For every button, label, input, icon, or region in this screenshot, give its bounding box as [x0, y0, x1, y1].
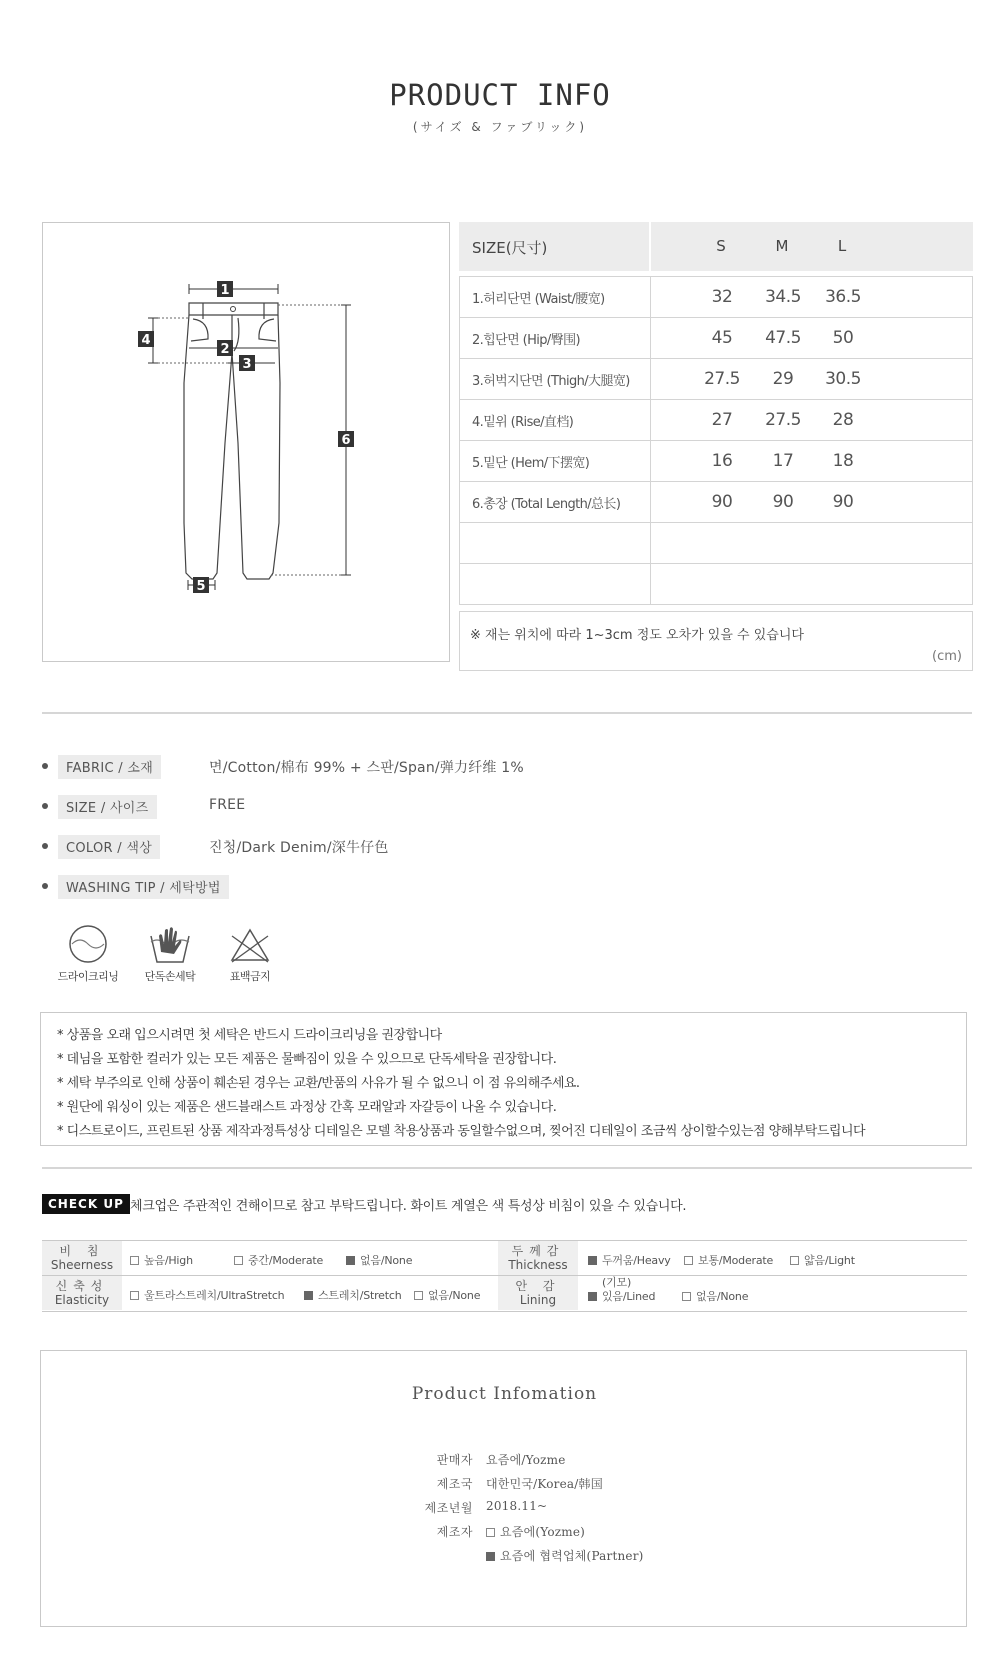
size-table-header	[459, 222, 973, 271]
measurement-note	[459, 611, 973, 671]
cell-m: 27.5	[765, 410, 801, 430]
checkup-text: 체크업은 주관적인 견해이므로 참고 부탁드립니다. 화이트 계열은 색 특성상 비침이 있을 수 있습니다.	[130, 1199, 687, 1214]
size-label: SIZE / 사이즈	[58, 795, 157, 819]
product-information-title: Product Infomation	[411, 1384, 598, 1404]
checkbox-checked-icon	[588, 1292, 597, 1301]
checkup-badge: CHECK UP	[42, 1194, 130, 1214]
country-value: 대한민국/Korea/韩国	[486, 1477, 603, 1491]
size-head-s: S	[716, 237, 726, 255]
checkbox-icon	[234, 1256, 243, 1265]
table-row-empty	[460, 523, 972, 564]
cell-l: 30.5	[825, 369, 861, 389]
thick-light-option: 얇음/Light	[790, 1252, 855, 1268]
marker-4-label: 4	[141, 333, 151, 348]
country-key: 제조국	[436, 1477, 473, 1491]
table-row	[460, 482, 972, 523]
cell-m: 47.5	[765, 328, 801, 348]
lining-head	[498, 1276, 578, 1310]
check-row	[42, 1241, 967, 1276]
checkbox-icon	[486, 1528, 495, 1537]
table-row	[460, 359, 972, 400]
thickness-en: Thickness	[508, 1258, 568, 1272]
marker-6-label: 6	[341, 433, 351, 448]
checkbox-checked-icon	[304, 1291, 313, 1300]
thickness-head	[498, 1241, 578, 1275]
checkbox-icon	[790, 1256, 799, 1265]
cell-s: 32	[711, 287, 733, 307]
notice-line: * 상품을 오래 입으시려면 첫 세탁은 반드시 드라이크리닝을 권장합니다	[57, 1028, 442, 1043]
elastic-stretch-option: 스트레치/Stretch	[304, 1287, 402, 1303]
spec-washing	[42, 875, 942, 897]
wash-bleach	[210, 922, 290, 984]
cell-l: 28	[832, 410, 854, 430]
checkbox-checked-icon	[486, 1552, 495, 1561]
row-label: 4.밑위 (Rise/直档)	[472, 415, 574, 430]
divider	[42, 712, 972, 714]
table-row	[460, 400, 972, 441]
fabric-label: FABRIC / 소재	[58, 755, 161, 779]
table-row	[460, 318, 972, 359]
color-label: COLOR / 색상	[58, 835, 160, 859]
dry-clean-icon	[66, 922, 110, 966]
bullet-icon	[42, 883, 48, 889]
notice-line: * 디스트로이드, 프린트된 상품 제작과정특성상 디테일은 모델 착용상품과 동일할수없으며, 찢어진 디테일이 조금씩 상이할수있는점 양해부탁드립니다	[57, 1124, 866, 1139]
sheerness-kr: 비 침	[59, 1244, 105, 1258]
color-value: 진청/Dark Denim/深牛仔色	[209, 840, 389, 856]
row-label: 1.허리단면 (Waist/腰宽)	[472, 292, 605, 307]
divider	[42, 1167, 972, 1169]
product-information	[40, 1350, 967, 1627]
spec-size	[42, 795, 942, 817]
elastic-none-option: 없음/None	[414, 1287, 480, 1303]
cell-m: 17	[772, 451, 794, 471]
hand-wash-icon	[147, 922, 193, 966]
fabric-value: 면/Cotton/棉布 99% + 스판/Span/弹力纤维 1%	[209, 760, 524, 776]
bullet-icon	[42, 843, 48, 849]
maker-option-yozme: 요즘에(Yozme)	[486, 1523, 585, 1540]
pants-illustration	[43, 223, 449, 661]
checkbox-icon	[130, 1291, 139, 1300]
cell-l: 90	[832, 492, 854, 512]
checkbox-icon	[130, 1256, 139, 1265]
elasticity-kr: 신축성	[55, 1279, 109, 1293]
elastic-ultra-option: 울트라스트레치/UltraStretch	[130, 1287, 284, 1303]
date-key: 제조년월	[424, 1501, 473, 1515]
care-notice	[40, 1012, 967, 1146]
thickness-kr: 두께감	[511, 1244, 565, 1258]
info-row-maker	[41, 1523, 968, 1547]
lining-kr: 안 감	[515, 1279, 561, 1293]
no-bleach-icon	[228, 922, 272, 966]
size-table	[459, 222, 973, 671]
washing-label: WASHING TIP / 세탁방법	[58, 875, 229, 899]
marker-3-label: 3	[242, 357, 252, 372]
unit-label: (cm)	[932, 649, 962, 664]
thick-moderate-option: 보통/Moderate	[684, 1252, 773, 1268]
lining-en: Lining	[519, 1293, 557, 1307]
row-label: 3.허벅지단면 (Thigh/大腿宽)	[472, 374, 630, 389]
sheer-none-option: 없음/None	[346, 1252, 412, 1268]
page-title: PRODUCT INFO	[389, 78, 611, 112]
marker-5-label: 5	[196, 579, 206, 594]
dry-clean-caption: 드라이크리닝	[57, 970, 119, 983]
checkbox-icon	[684, 1256, 693, 1265]
seller-key: 판매자	[436, 1453, 473, 1467]
bullet-icon	[42, 803, 48, 809]
size-value: FREE	[209, 797, 246, 813]
marker-2-label: 2	[220, 342, 230, 357]
spec-fabric	[42, 755, 942, 777]
info-row-seller	[41, 1451, 968, 1475]
check-table	[42, 1240, 967, 1312]
sheer-moderate-option: 중간/Moderate	[234, 1252, 323, 1268]
no-bleach-caption: 표백금지	[229, 970, 271, 983]
maker-key: 제조자	[436, 1525, 473, 1539]
info-row-date	[41, 1499, 968, 1523]
wash-hand	[130, 922, 210, 984]
cell-s: 45	[711, 328, 733, 348]
lining-none-option: 없음/None	[682, 1288, 748, 1304]
sheerness-head	[42, 1241, 122, 1275]
notice-line: * 세탁 부주의로 인해 상품이 훼손된 경우는 교환/반품의 사유가 될 수 없으니 이 점 유의해주세요.	[57, 1076, 580, 1091]
check-row	[42, 1276, 967, 1310]
size-head-label: SIZE(尺寸)	[472, 239, 548, 257]
cell-l: 50	[832, 328, 854, 348]
checkbox-icon	[414, 1291, 423, 1300]
checkbox-icon	[682, 1292, 691, 1301]
cell-l: 36.5	[825, 287, 861, 307]
cell-m: 29	[772, 369, 794, 389]
cell-m: 34.5	[765, 287, 801, 307]
notice-line: * 원단에 워싱이 있는 제품은 샌드블래스트 과정상 간혹 모래알과 자갈등이 나올 수 있습니다.	[57, 1100, 557, 1115]
checkbox-checked-icon	[346, 1256, 355, 1265]
spec-color	[42, 835, 942, 857]
cell-s: 90	[711, 492, 733, 512]
note-text: ※ 재는 위치에 따라 1~3cm 정도 오차가 있을 수 있습니다	[470, 628, 804, 643]
page-subtitle: (サイズ & ファブリック)	[412, 120, 588, 134]
cell-s: 27.5	[704, 369, 740, 389]
size-head-m: M	[775, 237, 789, 255]
maker-option-partner: 요즘에 협력업체(Partner)	[486, 1547, 644, 1564]
checkbox-checked-icon	[588, 1256, 597, 1265]
table-row	[460, 277, 972, 318]
cell-s: 27	[711, 410, 733, 430]
cell-m: 90	[772, 492, 794, 512]
hand-wash-caption: 단독손세탁	[144, 970, 196, 983]
row-label: 5.밑단 (Hem/下摆宽)	[472, 456, 590, 471]
table-row-empty	[460, 564, 972, 604]
size-table-body	[459, 276, 973, 605]
table-row	[460, 441, 972, 482]
row-label: 2.힙단면 (Hip/臀围)	[472, 333, 580, 348]
sheerness-en: Sheerness	[50, 1258, 114, 1272]
bullet-icon	[42, 763, 48, 769]
date-value: 2018.11~	[486, 1499, 548, 1513]
lining-lined-option: 있음/Lined	[588, 1288, 655, 1304]
elasticity-en: Elasticity	[54, 1293, 110, 1307]
row-label: 6.총장 (Total Length/总长)	[472, 497, 621, 512]
marker-1-label: 1	[220, 283, 230, 298]
wash-dry	[48, 922, 128, 984]
elasticity-head	[42, 1276, 122, 1310]
size-head-l: L	[837, 237, 847, 255]
thick-heavy-option: 두꺼움/Heavy	[588, 1252, 671, 1268]
notice-line: * 데님을 포함한 컬러가 있는 모든 제품은 물빠짐이 있을 수 있으므로 단독세탁을 권장합니다.	[57, 1052, 557, 1067]
info-row-country	[41, 1475, 968, 1499]
info-row-maker-partner	[41, 1547, 968, 1571]
sheer-high-option: 높음/High	[130, 1252, 193, 1268]
cell-l: 18	[832, 451, 854, 471]
seller-value: 요즘에/Yozme	[486, 1453, 566, 1467]
cell-s: 16	[711, 451, 733, 471]
size-diagram	[42, 222, 450, 662]
lining-sub-label: (기모)	[602, 1276, 632, 1289]
